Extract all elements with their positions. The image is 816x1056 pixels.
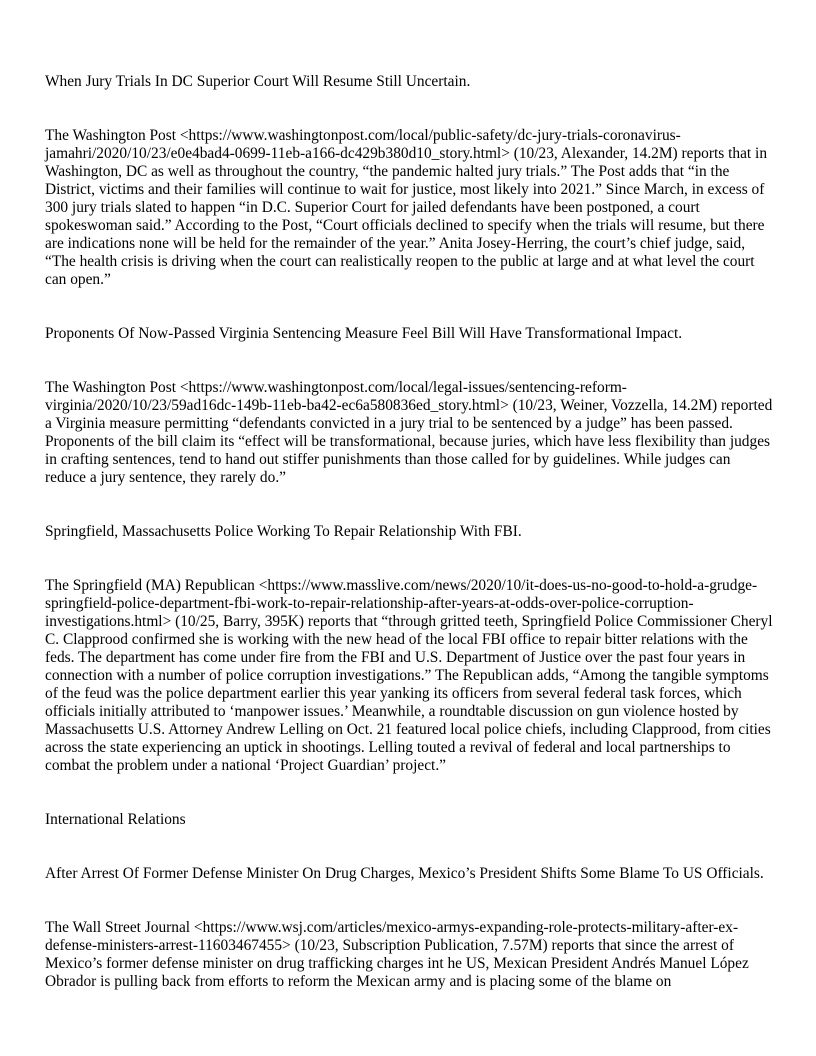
article-body-mexico-defense-minister: The Wall Street Journal <https://www.wsj.com/articles/mexico-armys-expanding-role-protects-military-after-ex-defense-ministers-arrest-11603467455> (10/23, Subscription Publication, 7.57M) reports that since the arrest of Mexico’s former defense minister on drug trafficking charges int he US, Mexican President Andrés Manuel López Obrador is pulling back from efforts to reform the Mexican army and is placing some of the blame on [45, 919, 749, 990]
article-body-springfield-police: The Springfield (MA) Republican <https://www.masslive.com/news/2020/10/it-does-us-no-good-to-hold-a-grudge-springfield-police-department-fbi-work-to-repair-relationship-after-years-at-odds-over-police-corruption-investigations.html> (10/25, Barry, 395K) reports that “through gritted teeth, Springfield Police Commissioner Cheryl C. Clapprood confirmed she is working with the new head of the local FBI office to repair bitter relations with the feds. The department has come under fire from the FBI and U.S. Department of Justice over the past four years in connection with a number of police corruption investigations.” The Republican adds, “Among the tangible symptoms of the feud was the police department earlier this year yanking its officers from several federal task forces, which officials initially attributed to ‘manpower issues.’ Meanwhile, a roundtable discussion on gun violence hosted by Massachusetts U.S. Attorney Andrew Lelling on Oct. 21 featured local police chiefs, including Clapprood, from cities across the state experiencing an uptick in shootings. Lelling touted a revival of federal and local partnerships to combat the problem under a national ‘Project Guardian’ project.” [45, 577, 773, 774]
section-heading-international-relations: International Relations [45, 811, 186, 828]
headline-mexico-defense-minister: After Arrest Of Former Defense Minister On Drug Charges, Mexico’s President Shifts Some Blame To US Officials. [45, 865, 764, 882]
headline-springfield-police: Springfield, Massachusetts Police Working To Repair Relationship With FBI. [45, 523, 522, 540]
article-body-virginia-sentencing: The Washington Post <https://www.washingtonpost.com/local/legal-issues/sentencing-reform-virginia/2020/10/23/59ad16dc-149b-11eb-ba42-ec6a580836ed_story.html> (10/23, Weiner, Vozzella, 14.2M) reported a Virginia measure permitting “defendants convicted in a jury trial to be sentenced by a judge” has been passed. Proponents of the bill claim its “effect will be transformational, because juries, which have less flexibility than judges in crafting sentences, tend to hand out stiffer punishments than those called for by guidelines. While judges can reduce a jury sentence, they rarely do.” [45, 379, 773, 486]
article-body-dc-jury-trials: The Washington Post <https://www.washingtonpost.com/local/public-safety/dc-jury-trials-coronavirus-jamahri/2020/10/23/e0e4bad4-0699-11eb-a166-dc429b380d10_story.html> (10/23, Alexander, 14.2M) reports that in Washington, DC as well as throughout the country, “the pandemic halted jury trials.” The Post adds that “in the District, victims and their families will continue to wait for justice, most likely into 2021.” Since March, in excess of 300 jury trials slated to happen “in D.C. Superior Court for jailed defendants have been postponed, a court spokeswoman said.” According to the Post, “Court officials declined to specify when the trials will resume, but there are indications none will be held for the remainder of the year.” Anita Josey-Herring, the court’s chief judge, said, “The health crisis is driving when the court can realistically reopen to the public at large and at what level the court can open.” [45, 127, 768, 288]
headline-virginia-sentencing: Proponents Of Now-Passed Virginia Sentencing Measure Feel Bill Will Have Transformational Impact. [45, 325, 683, 342]
document-page [45, 73, 773, 1027]
headline-dc-jury-trials: When Jury Trials In DC Superior Court Will Resume Still Uncertain. [45, 73, 471, 90]
